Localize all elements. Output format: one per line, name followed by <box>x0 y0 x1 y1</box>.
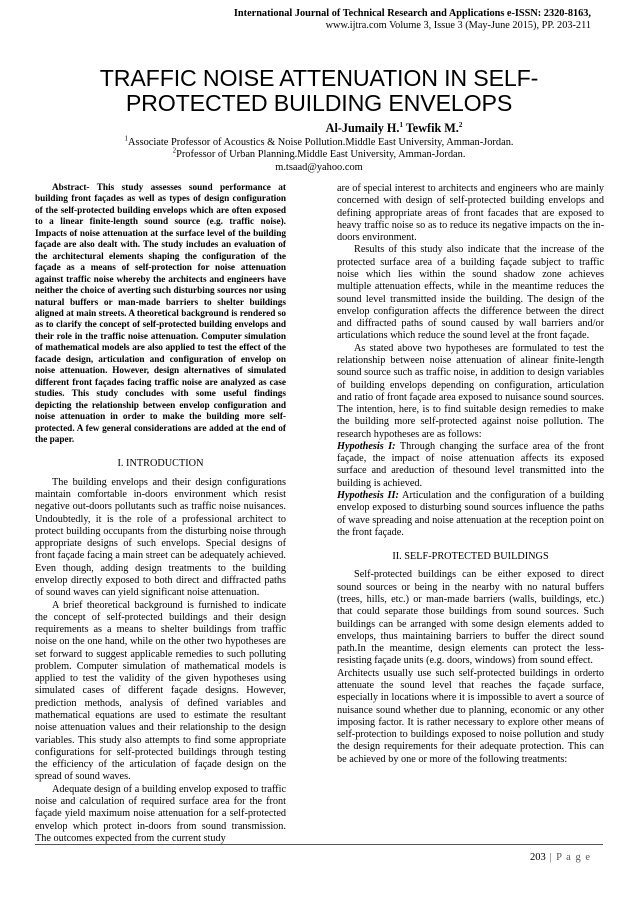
affiliations <box>0 134 638 174</box>
hypothesis-2-label: Hypothesis II: <box>337 490 399 502</box>
right-paragraph-3: As stated above two hypotheses are formulated to test the relationship between noise attenuation of alinear finite-length sound source such as traffic noise, in addition to design variables of building envelops depending on configuration, articulation and ratio of front façade area exposed to nuisance sound sources. The intention, here, is to find suitable design remedies to make the building more self-protected against noise pollution. The research hypotheses are as follows: <box>337 342 604 440</box>
author-email: m.tsaad@yahoo.com <box>275 161 363 173</box>
journal-line-1: International Journal of Technical Research and Applications e-ISSN: 2320-8163, <box>233 8 591 19</box>
page-footer <box>530 852 591 863</box>
author-2: Tewfik M. <box>402 121 459 135</box>
hypothesis-1 <box>337 441 604 490</box>
abstract: Abstract- This study assesses sound performance at building front façades as well as types of design configuration of the self-protected building envelops which are often exposed to a linear finite-length sound source (e.g. traffic noise). Impacts of noise attenuation at the surface level of the building façade are also dealt with. The study includes an evaluation of the architectural elements shaping the configuration of the façade as a means of self-protection for noise attenuation against traffic noise whereby the architects and engineers have neither the choice of averting such disturbing sources nor using natural buffers or man-made barriers to shelter buildings aligned at main streets. A theoretical background is rendered so as to clarify the concept of self-protected building envelops and their role in the traffic noise attenuation. Computer simulation of mathematical models are also applied to test the effect of the facade design, articulation and configuration of envelop on noise attenuation. However, design alternatives of simulated different front façades facing traffic noise are analyzed as case studies. This study concludes with some useful findings depicting the relationship between envelop configuration and noise attenuation in order to make the building more self-protected. A few general considerations are added at the end of the paper. <box>35 183 286 445</box>
intro-paragraph-1: The building envelops and their design configurations maintain comfortable in-doors environment which resist negative out-doors pollutants such as traffic noise nuisances. Undoubtedly, it is the role of a professional architect to protect building occupants from the disturbing noise through appropriate designs of such envelops. Special designs of front façade facing a main street can be adequately achieved. Even though, adding design treatments to the building envelop directly exposed to both direct and diffracted paths of sound waves can yield significant noise attenuation. <box>35 476 286 599</box>
hypothesis-2 <box>337 490 604 539</box>
author-1-sup: 1 <box>399 120 403 129</box>
paper-title-line-1: TRAFFIC NOISE ATTENUATION IN SELF- <box>99 65 539 91</box>
paper-title-line-2: PROTECTED BUILDING ENVELOPS <box>125 90 513 116</box>
author-2-sup: 2 <box>458 120 463 129</box>
right-paragraph-2: Results of this study also indicate that the increase of the protected surface area of a building façade subject to traffic noise which lies within the sound shadow zone achieves multiple attenuation effects, while in the meantime reduces the sound level transmitted inside the building. The design of the envelop configuration affects the difference between the direct and diffracted paths of sound caused by wall barriers and/or articulations which reduce the sound level at the front façade. <box>337 244 604 342</box>
right-column <box>337 183 604 766</box>
hypothesis-1-text: Through changing the surface area of the front façade, the impact of noise attenuation affects its exposed surface and areduction of thesound level transmitted into the building is achieved. <box>337 440 605 489</box>
affiliation-2 <box>0 146 638 161</box>
right-paragraph-1: are of special interest to architects and engineers who are mainly concerned with design of self-protected building envelops and defining appropriate areas of front facades that are exposed to heavy traffic noise so as to reduce its negative impacts on the in-doors environment. <box>337 183 604 244</box>
authors <box>0 121 638 136</box>
section-heading-introduction: I. INTRODUCTION <box>117 458 204 470</box>
affiliation-2-sup: 2 <box>172 146 177 155</box>
journal-header <box>111 8 591 33</box>
page-label: P a g e <box>556 852 591 863</box>
footer-divider <box>35 844 603 845</box>
hypothesis-2-text: Articulation and the configuration of a building envelop exposed to disturbing sound sources influence the paths of wave spreading and noise attenuation at the reception point on the front façade. <box>337 490 604 538</box>
intro-paragraph-2: A brief theoretical background is furnished to indicate the concept of self-protected buildings and their design requirements as a means to shelter buildings from traffic noise on the one hand, while on the other two hypotheses are set forward to suggest applicable remedies to such polluting problem. Computer simulation of mathematical models is applied to test the validity of the given hypotheses using simulated cases of different façade designs. However, prediction methods, analysis of defined variables and mathematical equations are used to estimate the resultant noise attenuation values and their relationship to the design variables. This study also attempts to find some appropriate configurations for self-protected buildings through testing the efficiency of the articulation of façade design on the spread of sound waves. <box>35 599 286 783</box>
intro-paragraph-3: Adequate design of a building envelop exposed to traffic noise and calculation of required surface area for the front façade yield maximum noise attenuation for a self-protected envelop which protect in-doors from sound transmission. The outcomes expected from the current study <box>35 783 286 844</box>
affiliation-1-sup: 1 <box>124 134 129 143</box>
affiliation-1 <box>0 134 638 149</box>
author-1: Al-Jumaily H. <box>325 121 400 135</box>
affiliation-1-text: Associate Professor of Acoustics & Noise Pollution.Middle East University, Amman-Jordan. <box>128 137 514 148</box>
paper-title <box>40 66 598 116</box>
journal-line-2: www.ijtra.com Volume 3, Issue 3 (May-June 2015), PP. 203-211 <box>325 20 591 32</box>
section-heading-self-protected: II. SELF-PROTECTED BUILDINGS <box>392 551 549 563</box>
page-number: 203 <box>529 852 546 863</box>
hypothesis-1-label: Hypothesis I: <box>337 440 396 452</box>
section2-paragraph-1: Self-protected buildings can be either exposed to direct sound sources or being in the nearby with no natural buffers (trees, hills, etc.) or man-made barriers (walls, buildings, etc.) that could separate those buildings from sound sources. Such buildings can be arranged with some design elements added to envelops, thus maintaining barriers to buffer the direct sound path.In the meantime, design elements can protect the less-resisting façade units (e.g. doors, windows) from sound effect. <box>337 569 604 667</box>
section2-paragraph-2: Architects usually use such self-protected buildings in orderto attenuate the sound level that reaches the façade surface, especially in locations where it is impossible to avert a source of nuisance sound whether due to planning, economic or any other imposing factor. It is rather necessary to explore other means of self-protection to buildings exposed to noise pollution and study the design requirements for their adequate protection. This can be achieved by one or more of the following treatments: <box>337 667 604 765</box>
left-column <box>35 183 286 845</box>
page-separator: | <box>545 852 557 863</box>
affiliation-2-text: Professor of Urban Planning.Middle East University, Amman-Jordan. <box>176 149 466 161</box>
